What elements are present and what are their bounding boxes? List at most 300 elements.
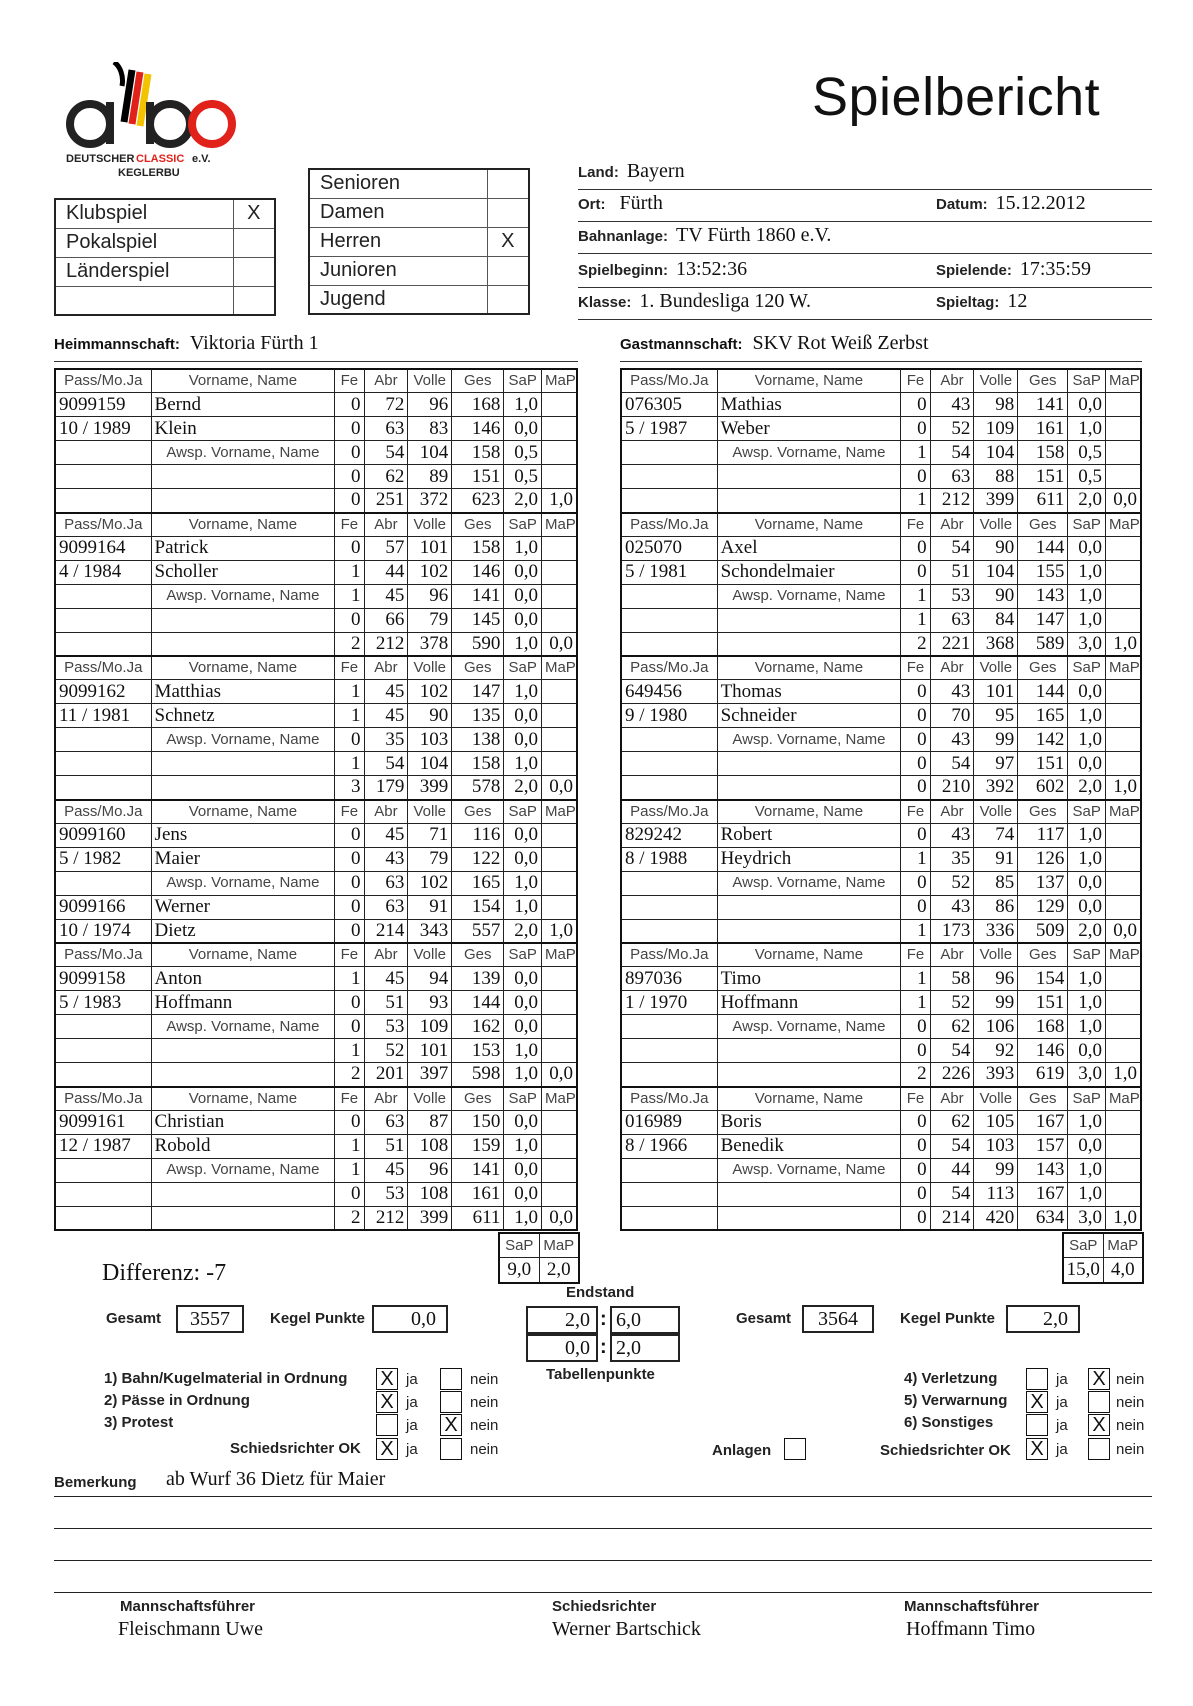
total-cell: 251 <box>364 489 408 513</box>
score-cell: 62 <box>364 465 408 489</box>
land-line <box>578 160 1152 190</box>
score-cell: 101 <box>408 1039 452 1063</box>
total-cell: 1,0 <box>1105 776 1141 800</box>
endstand-label: Endstand <box>566 1284 635 1301</box>
pass-cell <box>621 441 717 465</box>
datum-label: Datum: <box>936 196 988 213</box>
score-cell: 0,0 <box>504 991 542 1015</box>
player-lane-row <box>621 393 1141 417</box>
home-totals <box>498 1232 580 1284</box>
score-cell: 0,5 <box>504 465 542 489</box>
game-type-checkbox[interactable] <box>233 286 275 315</box>
q2-nein-label: nein <box>470 1394 499 1411</box>
total-cell: 368 <box>974 632 1018 656</box>
column-header: Volle <box>408 513 452 537</box>
column-header: Fe <box>335 1087 364 1111</box>
score-cell: 1,0 <box>1068 417 1106 441</box>
player-lane-row <box>55 465 577 489</box>
column-header: Vorname, Name <box>717 656 901 680</box>
score-cell: 104 <box>408 752 452 776</box>
ort-label: Ort: <box>578 196 606 213</box>
sr-ok-nein-label: nein <box>470 1441 499 1458</box>
player-lane-row <box>621 536 1141 560</box>
name-cell: Anton <box>151 967 335 991</box>
score-cell: 0 <box>901 871 930 895</box>
player-total-row <box>55 632 577 656</box>
player-lane-row <box>55 871 577 895</box>
substitute-label: Awsp. Vorname, Name <box>151 584 335 608</box>
name-cell: Bernd <box>151 393 335 417</box>
column-header: Pass/Mo.Ja <box>621 513 717 537</box>
column-header: Volle <box>974 656 1018 680</box>
q4-nein-label: nein <box>1116 1371 1145 1388</box>
column-header: Ges <box>1018 1087 1068 1111</box>
sr-ok-nein-checkbox[interactable] <box>440 1438 462 1460</box>
total-cell: 1,0 <box>504 1206 542 1230</box>
column-header: MaP <box>541 943 577 967</box>
q5-nein-checkbox[interactable] <box>1088 1391 1110 1413</box>
player-total-row <box>55 1063 577 1087</box>
column-header: Pass/Mo.Ja <box>621 656 717 680</box>
score-cell: 0 <box>901 1134 930 1158</box>
column-header: Fe <box>335 800 364 824</box>
map-cell <box>541 895 577 919</box>
name-cell: Schondelmaier <box>717 560 901 584</box>
score-cell: 90 <box>974 536 1018 560</box>
player-lane-row <box>55 417 577 441</box>
score-cell: 51 <box>364 991 408 1015</box>
logo-sub4: KEGLERBU <box>118 167 180 179</box>
name-cell: Axel <box>717 536 901 560</box>
score-cell: 168 <box>452 393 504 417</box>
score-cell: 45 <box>364 823 408 847</box>
remark-line-1 <box>54 1496 1152 1497</box>
score-cell: 54 <box>930 752 974 776</box>
column-header: SaP <box>1068 369 1106 393</box>
score-cell: 138 <box>452 728 504 752</box>
score-cell: 0 <box>901 728 930 752</box>
score-cell: 147 <box>1018 608 1068 632</box>
player-lane-row <box>621 847 1141 871</box>
name-cell <box>717 919 901 943</box>
game-type-row <box>55 199 275 228</box>
tabellen-separator: : <box>600 1336 607 1358</box>
score-cell: 53 <box>930 584 974 608</box>
total-cell: 3,0 <box>1068 632 1106 656</box>
column-header: Pass/Mo.Ja <box>55 656 151 680</box>
guest-map-total: 4,0 <box>1103 1257 1143 1283</box>
substitute-label: Awsp. Vorname, Name <box>717 1015 901 1039</box>
q4-nein-checkbox[interactable]: X <box>1088 1368 1110 1390</box>
score-cell: 1 <box>901 847 930 871</box>
remark-line-4 <box>54 1592 1152 1593</box>
pass-cell <box>55 632 151 656</box>
player-lane-row <box>55 728 577 752</box>
score-cell: 96 <box>408 393 452 417</box>
ort-value: Fürth <box>619 192 663 214</box>
game-type-table <box>54 198 276 316</box>
sr-ok-ja-checkbox[interactable]: X <box>376 1438 398 1460</box>
game-type-label: Pokalspiel <box>55 228 233 257</box>
pass-cell: 9099166 <box>55 895 151 919</box>
name-cell: Timo <box>717 967 901 991</box>
anlagen-checkbox[interactable] <box>784 1438 806 1460</box>
datum-value: 15.12.2012 <box>995 192 1086 214</box>
player-lane-row <box>621 417 1141 441</box>
column-header: Fe <box>901 943 930 967</box>
category-checkbox[interactable]: X <box>487 227 529 256</box>
q2-nein-checkbox[interactable] <box>440 1391 462 1413</box>
score-cell: 158 <box>452 752 504 776</box>
remark-label: Bemerkung <box>54 1474 137 1491</box>
score-cell: 1,0 <box>1068 823 1106 847</box>
q5-ja-label: ja <box>1056 1394 1068 1411</box>
pass-cell <box>55 584 151 608</box>
score-cell: 54 <box>930 441 974 465</box>
score-cell: 109 <box>408 1015 452 1039</box>
game-type-checkbox[interactable] <box>233 228 275 257</box>
column-header: Fe <box>901 656 930 680</box>
player-lane-row <box>621 441 1141 465</box>
column-header: Ges <box>452 513 504 537</box>
substitute-label: Awsp. Vorname, Name <box>717 728 901 752</box>
score-cell: 154 <box>1018 967 1068 991</box>
score-cell: 98 <box>974 393 1018 417</box>
player-lane-row <box>621 680 1141 704</box>
total-cell: 611 <box>452 1206 504 1230</box>
name-cell <box>717 1063 901 1087</box>
land-label: Land: <box>578 164 619 181</box>
score-cell: 0,0 <box>504 1158 542 1182</box>
total-cell: 420 <box>974 1206 1018 1230</box>
pass-cell: 5 / 1987 <box>621 417 717 441</box>
score-cell: 1,0 <box>1068 991 1106 1015</box>
column-header: MaP <box>1105 369 1141 393</box>
column-header: Vorname, Name <box>717 800 901 824</box>
score-cell: 104 <box>974 441 1018 465</box>
score-cell: 117 <box>1018 823 1068 847</box>
score-cell: 0,0 <box>504 728 542 752</box>
q2-ja-checkbox[interactable]: X <box>376 1391 398 1413</box>
player-lane-row <box>621 871 1141 895</box>
name-cell <box>717 776 901 800</box>
score-cell: 0,0 <box>504 1015 542 1039</box>
category-checkbox[interactable] <box>487 256 529 285</box>
category-row <box>309 227 529 256</box>
total-cell: 2 <box>335 1063 364 1087</box>
total-cell: 2 <box>335 632 364 656</box>
pass-cell <box>621 1063 717 1087</box>
score-cell: 105 <box>974 1110 1018 1134</box>
game-type-checkbox[interactable] <box>233 257 275 286</box>
score-cell: 0 <box>901 1015 930 1039</box>
column-header: Ges <box>452 943 504 967</box>
q1-ja-checkbox[interactable]: X <box>376 1368 398 1390</box>
score-cell: 0 <box>335 465 364 489</box>
sig3-role: Mannschaftsführer <box>904 1598 1040 1615</box>
map-cell <box>541 1134 577 1158</box>
score-cell: 116 <box>452 823 504 847</box>
substitute-label: Awsp. Vorname, Name <box>151 728 335 752</box>
score-cell: 1,0 <box>1068 1110 1106 1134</box>
q3-nein-checkbox[interactable]: X <box>440 1414 462 1436</box>
score-cell: 0,0 <box>1068 680 1106 704</box>
score-cell: 91 <box>974 847 1018 871</box>
name-cell <box>151 1039 335 1063</box>
game-type-checkbox[interactable]: X <box>233 199 275 228</box>
total-cell: 212 <box>364 632 408 656</box>
score-cell: 0 <box>901 680 930 704</box>
sr-ok2-nein-checkbox[interactable] <box>1088 1438 1110 1460</box>
spieltag-value: 12 <box>1007 290 1028 312</box>
player-lane-row <box>621 1182 1141 1206</box>
ende-label: Spielende: <box>936 262 1012 279</box>
game-type-row <box>55 286 275 315</box>
q6-nein-checkbox[interactable]: X <box>1088 1414 1110 1436</box>
column-header: Volle <box>974 513 1018 537</box>
klasse-value: 1. Bundesliga 120 W. <box>639 290 812 312</box>
category-row <box>309 169 529 198</box>
score-cell: 1,0 <box>504 1039 542 1063</box>
score-cell: 63 <box>364 895 408 919</box>
score-cell: 1 <box>335 680 364 704</box>
total-cell: 0 <box>335 489 364 513</box>
category-row <box>309 198 529 227</box>
q3-nein-label: nein <box>470 1417 499 1434</box>
score-cell: 158 <box>1018 441 1068 465</box>
name-cell <box>151 776 335 800</box>
player-total-row <box>621 919 1141 943</box>
score-cell: 99 <box>974 991 1018 1015</box>
score-cell: 96 <box>974 967 1018 991</box>
score-cell: 141 <box>1018 393 1068 417</box>
score-cell: 54 <box>930 1182 974 1206</box>
score-cell: 1 <box>335 560 364 584</box>
score-cell: 0 <box>901 465 930 489</box>
pass-cell: 8 / 1966 <box>621 1134 717 1158</box>
column-header: Volle <box>408 1087 452 1111</box>
score-cell: 151 <box>1018 991 1068 1015</box>
score-cell: 0,0 <box>504 584 542 608</box>
pass-cell: 12 / 1987 <box>55 1134 151 1158</box>
game-type-label: Klubspiel <box>55 199 233 228</box>
map-cell <box>1105 393 1141 417</box>
score-cell: 90 <box>408 704 452 728</box>
total-cell: 611 <box>1018 489 1068 513</box>
name-cell: Scholler <box>151 560 335 584</box>
name-cell: Robold <box>151 1134 335 1158</box>
score-cell: 1 <box>901 991 930 1015</box>
score-cell: 45 <box>364 704 408 728</box>
column-header: SaP <box>1068 513 1106 537</box>
player-lane-row <box>55 1182 577 1206</box>
header-row <box>55 513 577 537</box>
pass-cell <box>621 584 717 608</box>
sr-ok2-ja-label: ja <box>1056 1441 1068 1458</box>
column-header: Ges <box>1018 943 1068 967</box>
score-cell: 0 <box>335 1182 364 1206</box>
player-total-row <box>55 919 577 943</box>
score-cell: 90 <box>974 584 1018 608</box>
total-cell: 590 <box>452 632 504 656</box>
column-header: Abr <box>930 800 974 824</box>
score-cell: 165 <box>452 871 504 895</box>
total-cell: 214 <box>930 1206 974 1230</box>
home-score-table <box>54 368 578 1231</box>
total-cell: 212 <box>930 489 974 513</box>
score-cell: 0 <box>901 1110 930 1134</box>
total-cell: 2,0 <box>504 489 542 513</box>
q3-ja-label: ja <box>406 1417 418 1434</box>
score-cell: 1 <box>901 608 930 632</box>
total-cell: 0 <box>901 1206 930 1230</box>
column-header: Vorname, Name <box>151 1087 335 1111</box>
name-cell <box>151 1206 335 1230</box>
home-map-total: 2,0 <box>539 1257 579 1283</box>
player-lane-row <box>621 967 1141 991</box>
sr-ok2-ja-checkbox[interactable]: X <box>1026 1438 1048 1460</box>
guest-label: Gastmannschaft: <box>620 336 743 353</box>
pass-cell <box>621 1206 717 1230</box>
total-cell: 0,0 <box>541 632 577 656</box>
category-checkbox[interactable] <box>487 198 529 227</box>
q2-label: 2) Pässe in Ordnung <box>104 1392 250 1409</box>
differenz: Differenz: -7 <box>102 1260 227 1286</box>
score-cell: 53 <box>364 1015 408 1039</box>
guest-map-label: MaP <box>1103 1233 1143 1257</box>
map-cell <box>1105 752 1141 776</box>
column-header: SaP <box>1068 1087 1106 1111</box>
score-cell: 144 <box>452 991 504 1015</box>
name-cell <box>151 608 335 632</box>
player-lane-row <box>55 584 577 608</box>
score-cell: 167 <box>1018 1182 1068 1206</box>
score-cell: 71 <box>408 823 452 847</box>
map-cell <box>1105 465 1141 489</box>
player-lane-row <box>621 1158 1141 1182</box>
substitute-label: Awsp. Vorname, Name <box>151 1158 335 1182</box>
score-cell: 101 <box>974 680 1018 704</box>
total-cell: 619 <box>1018 1063 1068 1087</box>
q6-ja-checkbox[interactable] <box>1026 1414 1048 1436</box>
category-label: Senioren <box>309 169 487 198</box>
total-cell: 509 <box>1018 919 1068 943</box>
score-cell: 0 <box>335 608 364 632</box>
map-cell <box>541 1182 577 1206</box>
score-cell: 63 <box>930 608 974 632</box>
score-cell: 1,0 <box>1068 728 1106 752</box>
q1-nein-checkbox[interactable] <box>440 1368 462 1390</box>
score-cell: 1 <box>335 584 364 608</box>
name-cell <box>717 632 901 656</box>
score-cell: 93 <box>408 991 452 1015</box>
header-row <box>621 656 1141 680</box>
category-checkbox[interactable] <box>487 169 529 198</box>
map-cell <box>1105 417 1141 441</box>
score-cell: 154 <box>452 895 504 919</box>
remark-text: ab Wurf 36 Dietz für Maier <box>166 1468 386 1490</box>
map-cell <box>1105 1110 1141 1134</box>
category-table <box>308 168 530 315</box>
score-cell: 1,0 <box>1068 1015 1106 1039</box>
map-cell <box>541 536 577 560</box>
score-cell: 52 <box>364 1039 408 1063</box>
player-lane-row <box>55 608 577 632</box>
map-cell <box>541 1110 577 1134</box>
category-checkbox[interactable] <box>487 285 529 314</box>
logo-sub2: CLASSIC <box>136 153 185 165</box>
score-cell: 43 <box>930 680 974 704</box>
klasse-line <box>578 290 1152 320</box>
column-header: Fe <box>335 369 364 393</box>
map-cell <box>541 704 577 728</box>
column-header: MaP <box>541 800 577 824</box>
map-cell <box>1105 1182 1141 1206</box>
total-cell: 598 <box>452 1063 504 1087</box>
total-cell: 1,0 <box>1105 632 1141 656</box>
player-lane-row <box>55 680 577 704</box>
game-type-row <box>55 257 275 286</box>
score-cell: 0 <box>335 1015 364 1039</box>
score-cell: 83 <box>408 417 452 441</box>
player-lane-row <box>55 823 577 847</box>
total-cell: 214 <box>364 919 408 943</box>
bahn-line <box>578 224 1152 254</box>
column-header: Pass/Mo.Ja <box>621 369 717 393</box>
map-cell <box>1105 847 1141 871</box>
score-cell: 1,0 <box>504 536 542 560</box>
column-header: MaP <box>541 513 577 537</box>
endstand-guest: 6,0 <box>610 1306 680 1334</box>
spieltag-label: Spieltag: <box>936 294 1000 311</box>
player-total-row <box>621 489 1141 513</box>
category-row <box>309 285 529 314</box>
name-cell: Boris <box>717 1110 901 1134</box>
q3-ja-checkbox[interactable] <box>376 1414 398 1436</box>
name-cell: Schneider <box>717 704 901 728</box>
score-cell: 53 <box>364 1182 408 1206</box>
pass-cell <box>621 1015 717 1039</box>
score-cell: 57 <box>364 536 408 560</box>
column-header: Vorname, Name <box>151 943 335 967</box>
name-cell: Weber <box>717 417 901 441</box>
player-lane-row <box>55 1110 577 1134</box>
q4-ja-checkbox[interactable] <box>1026 1368 1048 1390</box>
score-cell: 113 <box>974 1182 1018 1206</box>
score-cell: 146 <box>452 417 504 441</box>
player-lane-row <box>621 560 1141 584</box>
score-cell: 66 <box>364 608 408 632</box>
score-cell: 44 <box>930 1158 974 1182</box>
total-cell: 1,0 <box>541 919 577 943</box>
category-row <box>309 256 529 285</box>
column-header: Ges <box>1018 369 1068 393</box>
player-total-row <box>621 776 1141 800</box>
name-cell <box>717 1206 901 1230</box>
map-cell <box>541 823 577 847</box>
q5-ja-checkbox[interactable]: X <box>1026 1391 1048 1413</box>
ort-line <box>578 192 1152 222</box>
column-header: Ges <box>1018 800 1068 824</box>
name-cell: Patrick <box>151 536 335 560</box>
pass-cell <box>55 1039 151 1063</box>
total-cell: 578 <box>452 776 504 800</box>
map-cell <box>541 680 577 704</box>
total-cell: 173 <box>930 919 974 943</box>
map-cell <box>1105 680 1141 704</box>
column-header: Pass/Mo.Ja <box>621 800 717 824</box>
score-cell: 0 <box>901 895 930 919</box>
